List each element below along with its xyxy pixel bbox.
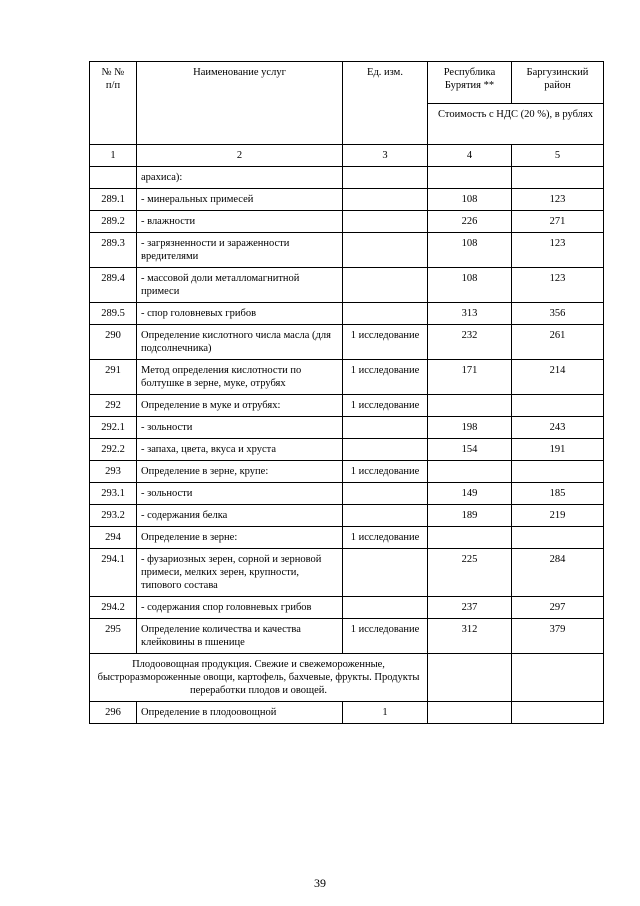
price-republic [428, 702, 512, 724]
row-number: 295 [90, 619, 137, 654]
service-name: - минеральных примесей [137, 189, 343, 211]
table-row [90, 527, 604, 549]
price-district: 243 [512, 417, 604, 439]
unit [343, 189, 428, 211]
column-index: 3 [343, 145, 428, 167]
price-republic [428, 167, 512, 189]
price-republic: 108 [428, 189, 512, 211]
unit: 1 исследование [343, 461, 428, 483]
page-number: 39 [314, 876, 326, 890]
unit [343, 417, 428, 439]
column-index-row [90, 145, 604, 167]
row-number: 289.4 [90, 268, 137, 303]
price-republic: 226 [428, 211, 512, 233]
table-row [90, 702, 604, 724]
service-name: Определение в плодоовощной [137, 702, 343, 724]
unit [343, 439, 428, 461]
row-number: 290 [90, 325, 137, 360]
price-district [512, 702, 604, 724]
row-number: 292 [90, 395, 137, 417]
row-number: 289.2 [90, 211, 137, 233]
row-number: 291 [90, 360, 137, 395]
price-republic: 171 [428, 360, 512, 395]
unit [343, 505, 428, 527]
price-district: 123 [512, 233, 604, 268]
table-row [90, 417, 604, 439]
column-index: 5 [512, 145, 604, 167]
price-republic: 189 [428, 505, 512, 527]
price-district: 123 [512, 268, 604, 303]
unit: 1 [343, 702, 428, 724]
price-republic: 154 [428, 439, 512, 461]
table-row [90, 461, 604, 483]
service-name: - влажности [137, 211, 343, 233]
price-district: 191 [512, 439, 604, 461]
table-row [90, 233, 604, 268]
service-name: Определение количества и качества клейковины в пшенице [137, 619, 343, 654]
header-unit: Ед. изм. [343, 62, 428, 145]
service-name: - содержания белка [137, 505, 343, 527]
service-name: - спор головневых грибов [137, 303, 343, 325]
service-name: арахиса): [137, 167, 343, 189]
price-republic: 198 [428, 417, 512, 439]
table-row [90, 167, 604, 189]
row-number: 294.2 [90, 597, 137, 619]
price-district: 185 [512, 483, 604, 505]
price-district [512, 395, 604, 417]
unit [343, 211, 428, 233]
unit: 1 исследование [343, 527, 428, 549]
row-number: 289.3 [90, 233, 137, 268]
column-index: 1 [90, 145, 137, 167]
price-district: 284 [512, 549, 604, 597]
table-row [90, 395, 604, 417]
header-cost-label: Стоимость с НДС (20 %), в рублях [428, 103, 604, 145]
unit: 1 исследование [343, 325, 428, 360]
header-barguzin-district: Баргузинский район [512, 62, 604, 104]
service-name: - зольности [137, 417, 343, 439]
service-name: Определение в зерне, крупе: [137, 461, 343, 483]
header-service-name: Наименование услуг [137, 62, 343, 145]
unit: 1 исследование [343, 619, 428, 654]
unit [343, 167, 428, 189]
section-empty-republic [428, 654, 512, 702]
price-district: 379 [512, 619, 604, 654]
price-republic: 108 [428, 268, 512, 303]
column-index: 2 [137, 145, 343, 167]
table-row [90, 619, 604, 654]
row-number: 293.2 [90, 505, 137, 527]
price-district: 271 [512, 211, 604, 233]
unit [343, 303, 428, 325]
price-republic: 312 [428, 619, 512, 654]
table-row [90, 505, 604, 527]
row-number: 296 [90, 702, 137, 724]
section-heading: Плодоовощная продукция. Свежие и свежемороженные, быстроразмороженные овощи, картофель, бахчевые, фрукты. Продукты переработки плодов и овощей. [90, 654, 428, 702]
service-name: - запаха, цвета, вкуса и хруста [137, 439, 343, 461]
table-row [90, 325, 604, 360]
price-district: 123 [512, 189, 604, 211]
unit [343, 483, 428, 505]
table-row [90, 189, 604, 211]
service-name: Определение в муке и отрубях: [137, 395, 343, 417]
service-name: Метод определения кислотности по болтушке в зерне, муке, отрубях [137, 360, 343, 395]
service-name: - содержания спор головневых грибов [137, 597, 343, 619]
header-republic-buryatia: Республика Бурятия ** [428, 62, 512, 104]
table-row [90, 549, 604, 597]
service-name: - зольности [137, 483, 343, 505]
price-district: 297 [512, 597, 604, 619]
service-name: Определение кислотного числа масла (для подсолнечника) [137, 325, 343, 360]
service-name: - загрязненности и зараженности вредителями [137, 233, 343, 268]
row-number: 289.1 [90, 189, 137, 211]
price-republic: 237 [428, 597, 512, 619]
row-number: 293 [90, 461, 137, 483]
section-empty-district [512, 654, 604, 702]
unit: 1 исследование [343, 395, 428, 417]
price-district [512, 167, 604, 189]
table-row [90, 439, 604, 461]
table-row [90, 360, 604, 395]
price-district: 219 [512, 505, 604, 527]
unit: 1 исследование [343, 360, 428, 395]
service-name: - фузариозных зерен, сорной и зерновой примеси, мелких зерен, крупности, типового состава [137, 549, 343, 597]
price-district: 261 [512, 325, 604, 360]
price-republic [428, 461, 512, 483]
price-republic: 108 [428, 233, 512, 268]
row-number: 293.1 [90, 483, 137, 505]
section-row [90, 654, 604, 702]
row-number: 292.2 [90, 439, 137, 461]
unit [343, 549, 428, 597]
unit [343, 233, 428, 268]
table-row [90, 597, 604, 619]
row-number [90, 167, 137, 189]
price-republic [428, 527, 512, 549]
price-district [512, 527, 604, 549]
service-name: - массовой доли металломагнитной примеси [137, 268, 343, 303]
row-number: 289.5 [90, 303, 137, 325]
price-district: 356 [512, 303, 604, 325]
table-row [90, 211, 604, 233]
price-republic [428, 395, 512, 417]
table-header-row [90, 62, 604, 104]
column-index: 4 [428, 145, 512, 167]
service-name: Определение в зерне: [137, 527, 343, 549]
price-republic: 232 [428, 325, 512, 360]
price-republic: 149 [428, 483, 512, 505]
header-number: № № п/п [90, 62, 137, 145]
table-row [90, 303, 604, 325]
price-district: 214 [512, 360, 604, 395]
table-row [90, 268, 604, 303]
price-republic: 225 [428, 549, 512, 597]
table-row [90, 483, 604, 505]
price-district [512, 461, 604, 483]
price-republic: 313 [428, 303, 512, 325]
unit [343, 597, 428, 619]
row-number: 292.1 [90, 417, 137, 439]
price-table [89, 61, 604, 724]
row-number: 294.1 [90, 549, 137, 597]
unit [343, 268, 428, 303]
row-number: 294 [90, 527, 137, 549]
